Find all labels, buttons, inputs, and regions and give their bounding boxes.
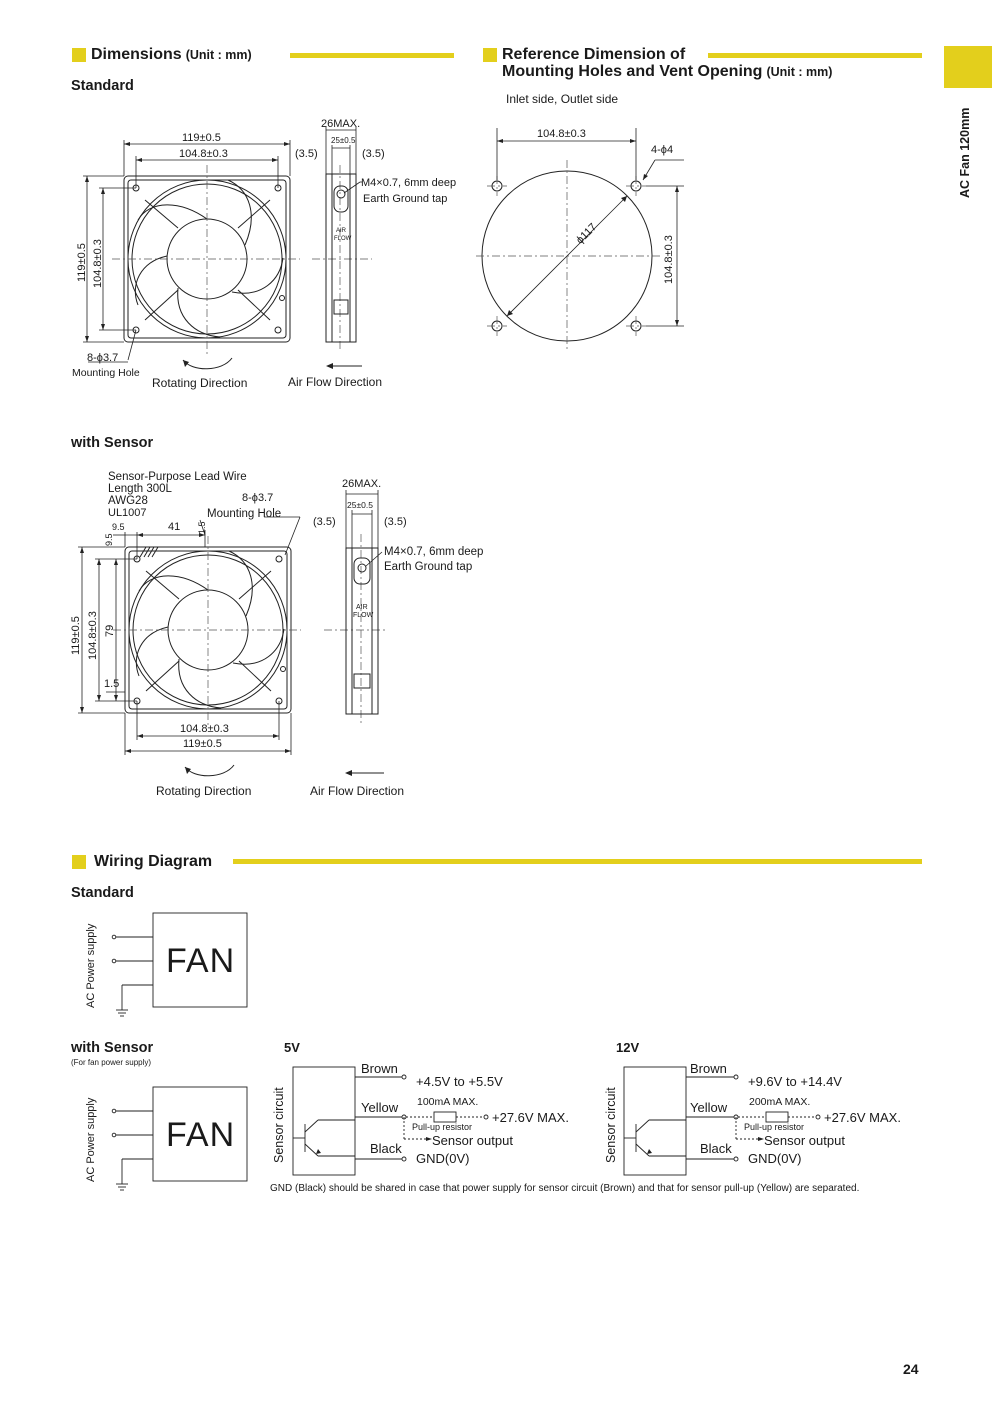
sensor-dim-15: 1.5 xyxy=(104,678,120,690)
reference-title-line1: Reference Dimension of xyxy=(502,46,686,63)
std-dim-119: 119±0.5 xyxy=(182,132,221,144)
sensor-air-1: AIR xyxy=(356,604,368,611)
sensor-tap-line1: M4×0.7, 6mm deep xyxy=(384,546,484,558)
v5-output: Sensor output xyxy=(432,1133,513,1148)
std-tap-line2: Earth Ground tap xyxy=(363,193,448,205)
std-side-35-left: (3.5) xyxy=(295,148,318,160)
sensor-dim-v119: 119±0.5 xyxy=(70,616,82,655)
sensor-dim-v104: 104.8±0.3 xyxy=(87,611,99,660)
wiring-sensor-subnote: (For fan power supply) xyxy=(71,1058,152,1067)
v12-brown: Brown xyxy=(690,1061,727,1076)
std-hole-count: 8-ϕ3.7 xyxy=(87,352,119,364)
dimensions-unit: (Unit : mm) xyxy=(185,48,252,62)
v5-label: 5V xyxy=(284,1040,300,1055)
std-air-2: FLOW xyxy=(334,236,352,242)
v12-gnd: GND(0V) xyxy=(748,1151,802,1166)
sensor-hole-count: 8-ϕ3.7 xyxy=(242,492,274,504)
wiring-sensor-subtitle: with Sensor xyxy=(71,1040,154,1056)
side-tab-label: AC Fan 120mm xyxy=(958,107,972,198)
v12-circuit: Sensor circuit xyxy=(604,1087,618,1163)
std-side-35-right: (3.5) xyxy=(362,148,385,160)
gnd-note: GND (Black) should be shared in case that power supply for sensor circuit (Brown) and that for sensor pull-up (Yellow) are separated. xyxy=(270,1183,860,1194)
v12-max-v: +27.6V MAX. xyxy=(824,1110,901,1125)
v5-circuit: Sensor circuit xyxy=(272,1087,286,1163)
std-side-25: 25±0.5 xyxy=(331,136,356,145)
ref-dim-v: 104.8±0.3 xyxy=(663,235,675,284)
std-dim-104: 104.8±0.3 xyxy=(179,148,228,160)
sensor-rotating: Rotating Direction xyxy=(156,784,252,798)
sensor-air-2: FLOW xyxy=(353,612,374,619)
sensor-subtitle: with Sensor xyxy=(71,435,154,451)
sensor-lead-1: Sensor-Purpose Lead Wire xyxy=(108,471,247,483)
v5-brown: Brown xyxy=(361,1061,398,1076)
std-dim-v104: 104.8±0.3 xyxy=(92,239,104,288)
sensor-side-35-left: (3.5) xyxy=(313,516,336,528)
sensor-lead-3: AWG28 xyxy=(108,495,148,507)
std-airflow: Air Flow Direction xyxy=(288,375,383,389)
sensor-dim-95b: 9.5 xyxy=(104,533,114,546)
v5-pullup: Pull-up resistor xyxy=(412,1122,473,1132)
ac-power-supply: AC Power supply xyxy=(85,1097,97,1182)
sensor-side-35-right: (3.5) xyxy=(384,516,407,528)
ref-diameter: ϕ117 xyxy=(574,221,600,247)
reference-title-line2: Mounting Holes and Vent Opening (Unit : mm) xyxy=(502,63,833,80)
std-side-26: 26MAX. xyxy=(321,118,361,130)
v12-output: Sensor output xyxy=(764,1133,845,1148)
sensor-side-26: 26MAX. xyxy=(342,478,382,490)
v5-yellow: Yellow xyxy=(361,1100,399,1115)
sensor-hole-label: Mounting Hole xyxy=(207,508,282,520)
sensor-dim-119: 119±0.5 xyxy=(183,738,222,750)
fan-label: FAN xyxy=(166,942,236,980)
sensor-dim-79: 79 xyxy=(104,624,116,637)
sensor-lead-2: Length 300L xyxy=(108,483,172,495)
v5-supply-range: +4.5V to +5.5V xyxy=(416,1074,503,1089)
sensor-tap-line2: Earth Ground tap xyxy=(384,561,473,573)
std-tap-line1: M4×0.7, 6mm deep xyxy=(361,177,457,189)
v12-supply-range: +9.6V to +14.4V xyxy=(748,1074,842,1089)
std-dim-v119: 119±0.5 xyxy=(76,243,88,282)
dimensions-title: Dimensions (Unit : mm) xyxy=(91,46,252,63)
sensor-dim-104: 104.8±0.3 xyxy=(180,723,229,735)
v12-label: 12V xyxy=(616,1040,640,1055)
v12-yellow: Yellow xyxy=(690,1100,728,1115)
page-number: 24 xyxy=(903,1361,919,1377)
reference-subtitle: Inlet side, Outlet side xyxy=(506,92,619,106)
ref-holes: 4-ϕ4 xyxy=(651,144,674,156)
sensor-lead-4: UL1007 xyxy=(108,507,147,519)
sensor-dim-15-top: 1.5 xyxy=(197,521,207,534)
v12-pullup: Pull-up resistor xyxy=(744,1122,805,1132)
sensor-side-25: 25±0.5 xyxy=(347,500,373,510)
wiring-title: Wiring Diagram xyxy=(94,853,213,870)
std-rotating: Rotating Direction xyxy=(152,376,248,390)
sensor-dim-41: 41 xyxy=(168,521,181,533)
v5-black: Black xyxy=(370,1141,402,1156)
ref-dim-h: 104.8±0.3 xyxy=(537,128,586,140)
std-air-1: AIR xyxy=(336,228,347,234)
sensor-dim-95a: 9.5 xyxy=(112,522,125,532)
v5-current: 100mA MAX. xyxy=(417,1096,479,1108)
v12-black: Black xyxy=(700,1141,732,1156)
reference-unit: (Unit : mm) xyxy=(766,65,833,79)
fan-label: FAN xyxy=(166,1116,236,1154)
v5-max-v: +27.6V MAX. xyxy=(492,1110,569,1125)
sensor-airflow: Air Flow Direction xyxy=(310,784,405,798)
ac-power-supply: AC Power supply xyxy=(85,923,97,1008)
wiring-standard-subtitle: Standard xyxy=(71,885,134,901)
std-hole-label: Mounting Hole xyxy=(72,367,140,379)
v12-current: 200mA MAX. xyxy=(749,1096,811,1108)
v5-gnd: GND(0V) xyxy=(416,1151,470,1166)
standard-subtitle: Standard xyxy=(71,78,134,94)
